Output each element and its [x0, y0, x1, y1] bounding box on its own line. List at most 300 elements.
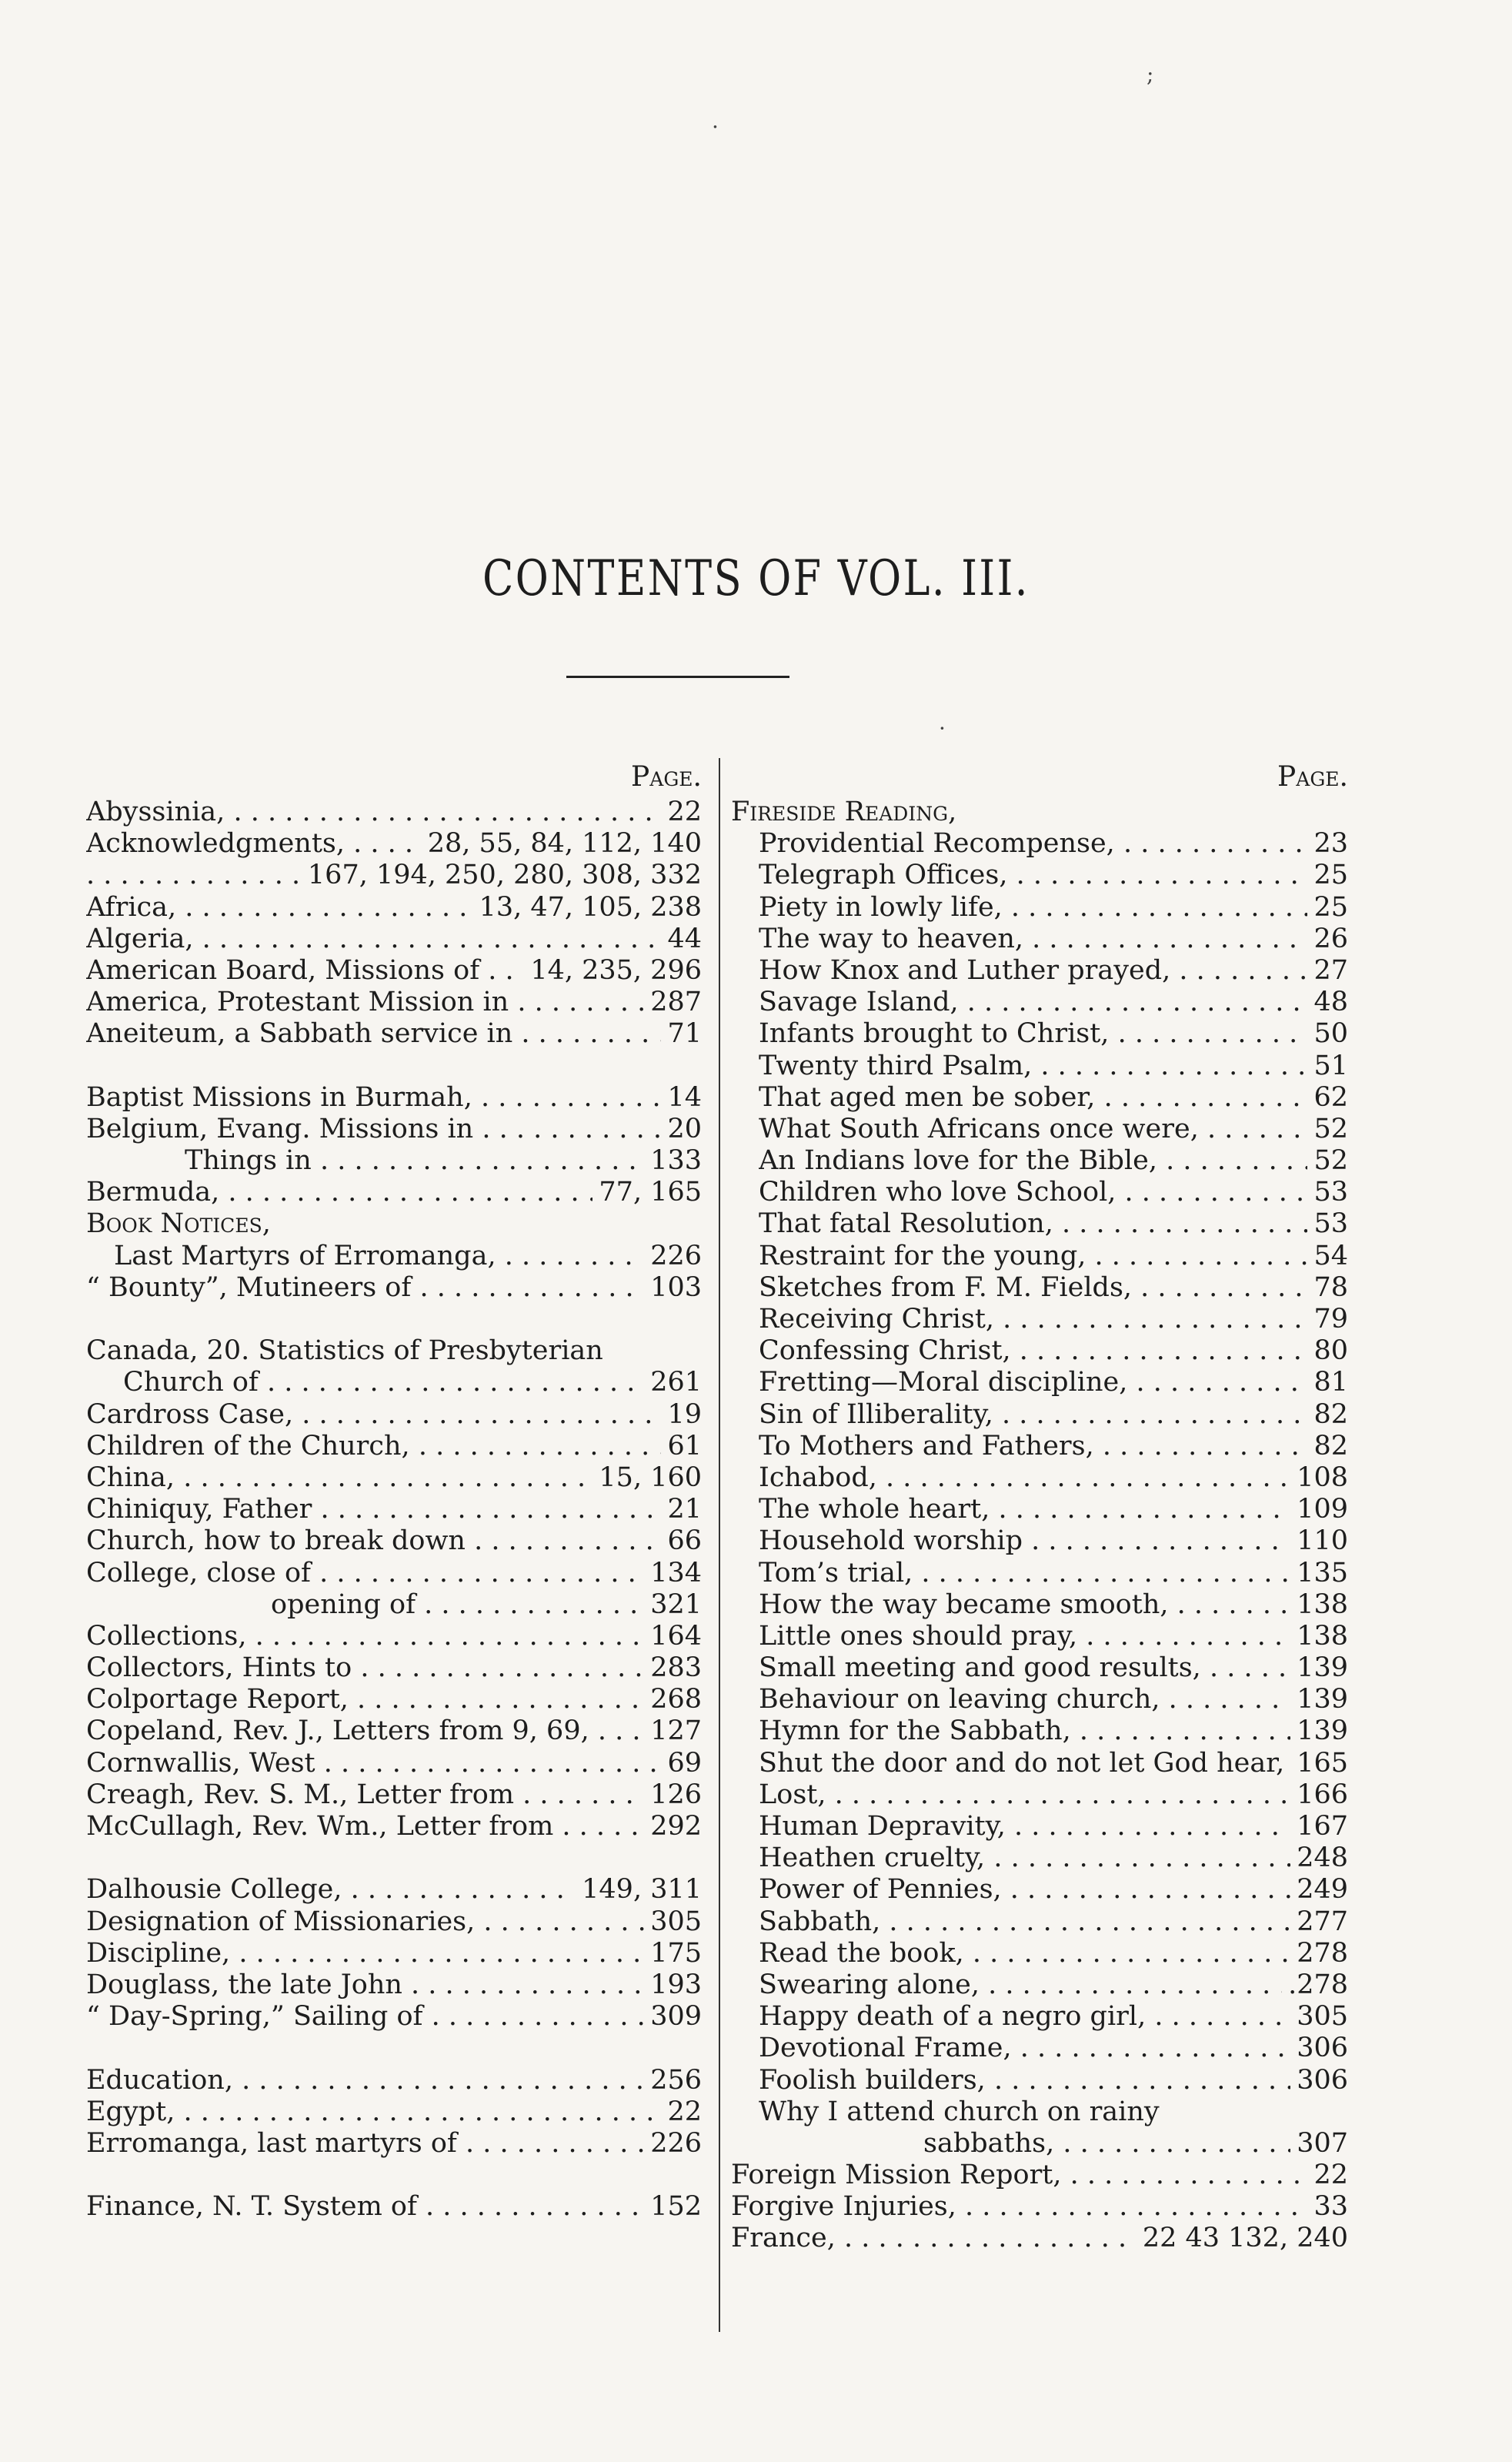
entry-text: [185, 1145, 644, 1177]
leader-dots: [1199, 1114, 1308, 1144]
entry-label: How the way became smooth,: [759, 1588, 1169, 1620]
entry-label: That fatal Resolution,: [759, 1208, 1053, 1240]
entry-page-number: 138: [1297, 1620, 1348, 1652]
entry-page-number: 23: [1313, 828, 1348, 860]
leader-dots: [233, 2065, 644, 2096]
leader-dots: [1011, 1335, 1308, 1366]
index-entry: [86, 1335, 702, 1367]
entry-text: [86, 1272, 644, 1304]
index-entry: [731, 1494, 1348, 1525]
index-entry: [86, 1906, 702, 1938]
entry-page-number: 52: [1313, 1113, 1348, 1144]
entry-page-number: 226: [650, 2127, 702, 2159]
index-entry: [731, 1621, 1348, 1652]
entry-label: Foolish builders,: [759, 2064, 986, 2096]
index-entry: [86, 1018, 702, 1050]
page-title: CONTENTS OF VOL. III.: [482, 550, 1030, 607]
entry-text: [759, 2033, 1290, 2064]
entry-page-number: 27: [1313, 954, 1348, 986]
index-entry: [86, 1969, 702, 2001]
entry-text: [86, 860, 302, 891]
entry-page-number: 292: [650, 1811, 702, 1842]
entry-page-number: 167, 194, 250, 280, 308, 332: [307, 860, 702, 891]
entry-text: [759, 2001, 1290, 2033]
entry-page-number: 52: [1313, 1145, 1348, 1177]
index-entry: [86, 1811, 702, 1842]
entry-label: Collections,: [86, 1620, 247, 1652]
entry-text: [86, 1779, 644, 1811]
entry-text: [86, 1525, 661, 1557]
entry-text: [759, 1525, 1290, 1557]
leader-dots: [993, 1399, 1308, 1430]
entry-label: Behaviour on leaving church,: [759, 1684, 1160, 1715]
entry-page-number: 139: [1297, 1684, 1348, 1715]
entry-label: To Mothers and Fathers,: [759, 1430, 1094, 1461]
index-entry: [731, 1779, 1348, 1811]
leader-dots: [913, 1558, 1290, 1588]
index-entry: [86, 1558, 702, 1589]
entry-text: [86, 1874, 576, 1906]
entry-label: Swearing alone,: [759, 1969, 980, 2000]
leader-dots: [479, 955, 524, 986]
leader-dots: [985, 1842, 1290, 1873]
index-entry: [731, 955, 1348, 987]
leader-dots: [1054, 2128, 1290, 2159]
entry-page-number: 261: [650, 1367, 702, 1398]
entry-text: [759, 1779, 1290, 1811]
index-entry: [731, 797, 1348, 828]
leader-dots: [1002, 1874, 1291, 1905]
index-entry: [86, 1779, 702, 1811]
entry-page-number: 127: [650, 1715, 702, 1747]
entry-page-number: 62: [1313, 1081, 1348, 1113]
entry-text: [759, 1684, 1290, 1715]
entry-label: The way to heaven,: [759, 923, 1023, 954]
entry-label: College, close of: [86, 1557, 312, 1588]
entry-text: [759, 1018, 1307, 1050]
leader-dots: [1023, 924, 1307, 954]
entry-page-number: 26: [1313, 923, 1348, 954]
entry-text: [759, 955, 1307, 987]
entry-page-number: 152: [650, 2191, 702, 2223]
entry-text: [86, 1399, 661, 1431]
index-entry: [731, 987, 1348, 1018]
entry-page-number: 48: [1313, 987, 1348, 1018]
leader-dots: [496, 1241, 645, 1271]
leader-dots: [826, 1779, 1290, 1810]
entry-label: Egypt,: [86, 2096, 175, 2127]
index-entry: [86, 2065, 702, 2096]
leader-dots: [473, 1114, 661, 1144]
entry-text: [86, 828, 422, 860]
leader-dots: [315, 1748, 662, 1779]
index-entry: [86, 2128, 702, 2160]
leader-dots: [1007, 860, 1307, 890]
entry-page-number: 22: [667, 797, 702, 827]
entry-text: [759, 924, 1307, 955]
entry-label: Algeria,: [86, 923, 194, 954]
entry-text: [759, 1715, 1290, 1747]
index-entry: [86, 2191, 702, 2223]
entry-text: [86, 2128, 644, 2160]
entry-label: Heathen cruelty,: [759, 1842, 986, 1874]
entry-label: China,: [86, 1461, 175, 1493]
entry-text: [759, 1874, 1290, 1906]
entry-text: [759, 1177, 1307, 1208]
leader-dots: [980, 1969, 1282, 2000]
leader-dots: [1157, 1145, 1307, 1176]
entry-label: Household worship: [759, 1525, 1023, 1557]
entry-page-number: 19: [667, 1398, 702, 1430]
index-entry: [731, 924, 1348, 955]
index-entry: [731, 1811, 1348, 1842]
index-entry: [86, 1621, 702, 1652]
entry-label: McCullagh, Rev. Wm., Letter from: [86, 1811, 554, 1842]
entry-page-number: 134: [650, 1557, 702, 1588]
entry-text: [759, 1051, 1307, 1082]
leader-dots: [293, 1399, 661, 1430]
index-entry: [86, 1399, 702, 1431]
entry-label: Aneiteum, a Sabbath service in: [86, 1018, 513, 1050]
entry-text: [86, 987, 644, 1018]
entry-label: Devotional Frame,: [759, 2033, 1012, 2064]
entry-page-number: 25: [1313, 891, 1348, 923]
leader-dots: [417, 2191, 644, 2222]
leader-dots: [514, 1779, 644, 1810]
index-entry: [731, 1715, 1348, 1747]
leader-dots: [219, 1177, 592, 1208]
entry-label: Things in: [185, 1145, 312, 1177]
leader-dots: [1023, 1525, 1290, 1556]
entry-page-number: 138: [1297, 1588, 1348, 1620]
entry-gap: [86, 2033, 702, 2064]
entry-page-number: 69: [667, 1747, 702, 1779]
entry-page-number: 110: [1297, 1525, 1348, 1557]
entry-page-number: 15, 160: [599, 1461, 702, 1493]
leader-dots: [86, 860, 302, 890]
entry-label: Little ones should pray,: [759, 1620, 1078, 1652]
entry-text: [759, 1335, 1307, 1367]
entry-label: Small meeting and good results,: [759, 1652, 1201, 1684]
entry-text: [86, 1906, 644, 1938]
entry-text: [759, 1241, 1307, 1272]
entry-text: [759, 1969, 1282, 2001]
page-column-heading: Page.: [1277, 761, 1348, 793]
entry-text: [86, 2001, 644, 2033]
entry-label: Savage Island,: [759, 987, 959, 1018]
leader-dots: [466, 1525, 661, 1556]
entry-page-number: 22 43 132, 240: [1142, 2223, 1348, 2254]
entry-page-number: 135: [1297, 1557, 1348, 1588]
entry-text: [759, 1652, 1290, 1684]
leader-dots: [352, 1652, 644, 1683]
entry-label: Tom’s trial,: [759, 1557, 913, 1588]
entry-label: Church, how to break down: [86, 1525, 466, 1557]
entry-text: [86, 1969, 644, 2001]
entry-label: Restraint for the young,: [759, 1240, 1086, 1271]
entry-page-number: 283: [650, 1652, 702, 1684]
entry-text: [86, 2065, 644, 2096]
entry-page-number: 44: [667, 923, 702, 954]
leader-dots: [1170, 955, 1307, 986]
entry-page-number: 51: [1313, 1050, 1348, 1081]
index-entry: [86, 828, 702, 860]
leader-dots: [411, 1272, 644, 1303]
leader-dots: [259, 1367, 644, 1398]
entry-gap: [86, 1304, 702, 1335]
entry-page-number: 108: [1297, 1461, 1348, 1493]
entry-text: [86, 1811, 644, 1842]
entry-page-number: 306: [1297, 2033, 1348, 2064]
entry-label: Read the book,: [759, 1937, 964, 1969]
entry-label: “ Day-Spring,” Sailing of: [86, 2001, 423, 2033]
index-entry: [86, 1684, 702, 1715]
entry-text: [759, 1842, 1290, 1874]
entry-page-number: 307: [1297, 2127, 1348, 2159]
index-entry: [86, 2001, 702, 2033]
leader-dots: [986, 2065, 1290, 2096]
leader-dots: [553, 1811, 644, 1842]
entry-label: Telegraph Offices,: [759, 860, 1008, 891]
index-entry: [86, 1715, 702, 1747]
left-index-list: [86, 797, 702, 2223]
leader-dots: [311, 1558, 644, 1588]
entry-label: Designation of Missionaries,: [86, 1906, 476, 1937]
entry-text: [759, 1399, 1307, 1431]
index-entry: [86, 1494, 702, 1525]
entry-label: An Indians love for the Bible,: [759, 1145, 1157, 1177]
entry-page-number: 139: [1297, 1715, 1348, 1747]
leader-dots: [1032, 1051, 1307, 1081]
entry-label: opening of: [271, 1588, 416, 1620]
index-entry: [731, 1114, 1348, 1145]
leader-dots: [194, 924, 662, 954]
index-entry: [731, 1335, 1348, 1367]
index-entry: [731, 1558, 1348, 1589]
entry-page-number: 149, 311: [582, 1874, 702, 1906]
index-entry: [86, 797, 702, 828]
entry-text: [731, 2223, 1137, 2254]
entry-page-number: 309: [650, 2001, 702, 2033]
entry-text: [759, 2096, 1342, 2128]
leader-dots: [175, 2096, 661, 2127]
entry-page-number: 167: [1297, 1811, 1348, 1842]
leader-dots: [1116, 1177, 1307, 1208]
index-entry: [731, 1018, 1348, 1050]
entry-text: [86, 955, 524, 987]
leader-dots: [312, 1494, 661, 1525]
page-column-heading: Page.: [631, 761, 702, 793]
entry-text: [86, 2096, 661, 2128]
leader-dots: [472, 1082, 662, 1113]
entry-label: How Knox and Luther prayed,: [759, 954, 1171, 986]
entry-label: Collectors, Hints to: [86, 1652, 352, 1684]
entry-gap: [86, 1051, 702, 1082]
entry-text: [759, 1145, 1307, 1177]
entry-label: Abyssinia,: [86, 797, 225, 827]
entry-text: [759, 1811, 1290, 1842]
leader-dots: [1094, 1431, 1308, 1461]
entry-label: Colportage Report,: [86, 1684, 349, 1715]
entry-text: [759, 1748, 1290, 1779]
entry-page-number: 164: [650, 1620, 702, 1652]
leader-dots: [956, 2191, 1308, 2222]
index-entry: [731, 1748, 1348, 1779]
index-entry: [731, 828, 1348, 860]
entry-text: [123, 1367, 644, 1398]
index-entry: [731, 1906, 1348, 1938]
entry-label: Erromanga, last martyrs of: [86, 2127, 457, 2159]
entry-label: That aged men be sober,: [759, 1081, 1096, 1113]
entry-page-number: 79: [1313, 1304, 1348, 1335]
entry-page-number: 256: [650, 2064, 702, 2096]
index-entry: [86, 1367, 702, 1398]
entry-page-number: 193: [650, 1969, 702, 2000]
index-entry: [86, 1272, 702, 1304]
index-entry: [731, 2033, 1348, 2064]
index-entry: [86, 1177, 702, 1208]
entry-page-number: 305: [650, 1906, 702, 1937]
leader-dots: [457, 2128, 644, 2159]
index-entry: [731, 1684, 1348, 1715]
index-entry: [731, 2001, 1348, 2033]
entry-text: [86, 1114, 661, 1145]
index-entry: [86, 1208, 702, 1240]
entry-label: Power of Pennies,: [759, 1874, 1002, 1906]
entry-label: Sketches from F. M. Fields,: [759, 1271, 1133, 1303]
entry-label: Finance, N. T. System of: [86, 2191, 417, 2223]
entry-page-number: 306: [1297, 2064, 1348, 2096]
entry-page-number: 166: [1297, 1779, 1348, 1810]
leader-dots: [1160, 1684, 1291, 1715]
speck-mark: ;: [1147, 62, 1154, 87]
entry-label: Human Depravity,: [759, 1811, 1006, 1842]
leader-dots: [422, 2001, 644, 2032]
index-entry: [86, 1938, 702, 1969]
leader-dots: [1146, 2001, 1290, 2032]
entry-gap: [86, 1842, 702, 1874]
entry-text: [759, 1304, 1307, 1335]
index-entry: [86, 1241, 702, 1272]
entry-page-number: 278: [1297, 1937, 1348, 1969]
entry-label: Children of the Church,: [86, 1430, 410, 1461]
speck-mark: ·: [939, 716, 946, 741]
leader-dots: [342, 1874, 576, 1905]
index-entry: [731, 1938, 1348, 1969]
entry-label: Cornwallis, West: [86, 1747, 315, 1779]
entry-page-number: 82: [1313, 1398, 1348, 1430]
index-entry: [86, 1082, 702, 1114]
leader-dots: [175, 1462, 592, 1493]
entry-text: [759, 1367, 1307, 1398]
leader-dots: [589, 1715, 644, 1746]
entry-page-number: 248: [1297, 1842, 1348, 1874]
entry-page-number: .278: [1288, 1969, 1348, 2000]
leader-dots: [247, 1621, 645, 1652]
index-entry: [731, 1842, 1348, 1874]
entry-page-number: 80: [1313, 1335, 1348, 1367]
entry-page-number: 25: [1313, 860, 1348, 891]
entry-text: [759, 1082, 1307, 1114]
entry-text: [759, 1208, 1307, 1240]
entry-page-number: 71: [667, 1018, 702, 1050]
entry-page-number: 165: [1297, 1747, 1348, 1779]
entry-page-number: 54: [1313, 1240, 1348, 1271]
index-entry: [731, 2096, 1348, 2128]
leader-dots: [964, 1938, 1290, 1969]
entry-page-number: 126: [650, 1779, 702, 1810]
index-entry: [731, 892, 1348, 924]
entry-page-number: 82: [1313, 1430, 1348, 1461]
entry-label: Dalhousie College,: [86, 1874, 342, 1906]
index-entry: [731, 1399, 1348, 1431]
index-entry: [86, 1589, 702, 1621]
entry-page-number: 249: [1297, 1874, 1348, 1906]
index-entry: [731, 2160, 1348, 2191]
entry-label: Last Martyrs of Erromanga,: [114, 1240, 496, 1271]
entry-label: Fretting—Moral discipline,: [759, 1367, 1128, 1398]
index-entry: [86, 1874, 702, 1906]
entry-text: [731, 2191, 1307, 2223]
index-entry: [86, 1462, 702, 1494]
leader-dots: [1003, 892, 1308, 923]
index-entry: [731, 1304, 1348, 1335]
entry-label: Canada, 20. Statistics of Presbyterian: [86, 1335, 603, 1367]
entry-label: Providential Recompense,: [759, 828, 1115, 860]
entry-label: Africa,: [86, 891, 177, 923]
entry-page-number: 277: [1297, 1906, 1348, 1937]
left-index-column: [86, 758, 702, 2223]
entry-label: Children who love School,: [759, 1177, 1116, 1208]
leader-dots: [1012, 2033, 1291, 2063]
index-entry: [731, 1241, 1348, 1272]
entry-page-number: 13, 47, 105, 238: [479, 891, 702, 923]
column-divider: [719, 758, 720, 2332]
entry-text: [86, 1431, 661, 1462]
entry-page-number: 61: [667, 1430, 702, 1461]
entry-text: [759, 1906, 1290, 1938]
leader-dots: [176, 892, 472, 923]
entry-label: Acknowledgments,: [86, 828, 345, 860]
entry-page-number: 66: [667, 1525, 702, 1557]
entry-page-number: 109: [1297, 1494, 1348, 1525]
leader-dots: [1109, 1018, 1307, 1049]
entry-page-number: 53: [1313, 1177, 1348, 1208]
entry-gap: [86, 2160, 702, 2191]
leader-dots: [475, 1906, 644, 1937]
entry-text: [759, 1558, 1290, 1589]
entry-text: [86, 2191, 644, 2223]
right-index-column: [731, 758, 1348, 2255]
entry-text: [86, 1018, 661, 1050]
leader-dots: [1132, 1272, 1307, 1303]
entry-label: Lost,: [759, 1779, 826, 1810]
entry-text: [86, 1684, 644, 1715]
entry-text: [759, 1621, 1290, 1652]
index-entry: [731, 1462, 1348, 1494]
entry-page-number: 133: [650, 1145, 702, 1177]
entry-text: [759, 860, 1307, 891]
entry-page-number: 14, 235, 296: [530, 954, 702, 986]
entry-label: American Board, Missions of: [86, 954, 480, 986]
entry-label: Infants brought to Christ,: [759, 1018, 1110, 1050]
entry-page-number: 321: [650, 1588, 702, 1620]
entry-page-number: 22: [1313, 2160, 1348, 2191]
entry-text: [271, 1589, 644, 1621]
entry-label: Douglass, the late John: [86, 1969, 402, 2000]
entry-label: Education,: [86, 2064, 233, 2096]
leader-dots: [312, 1145, 644, 1176]
